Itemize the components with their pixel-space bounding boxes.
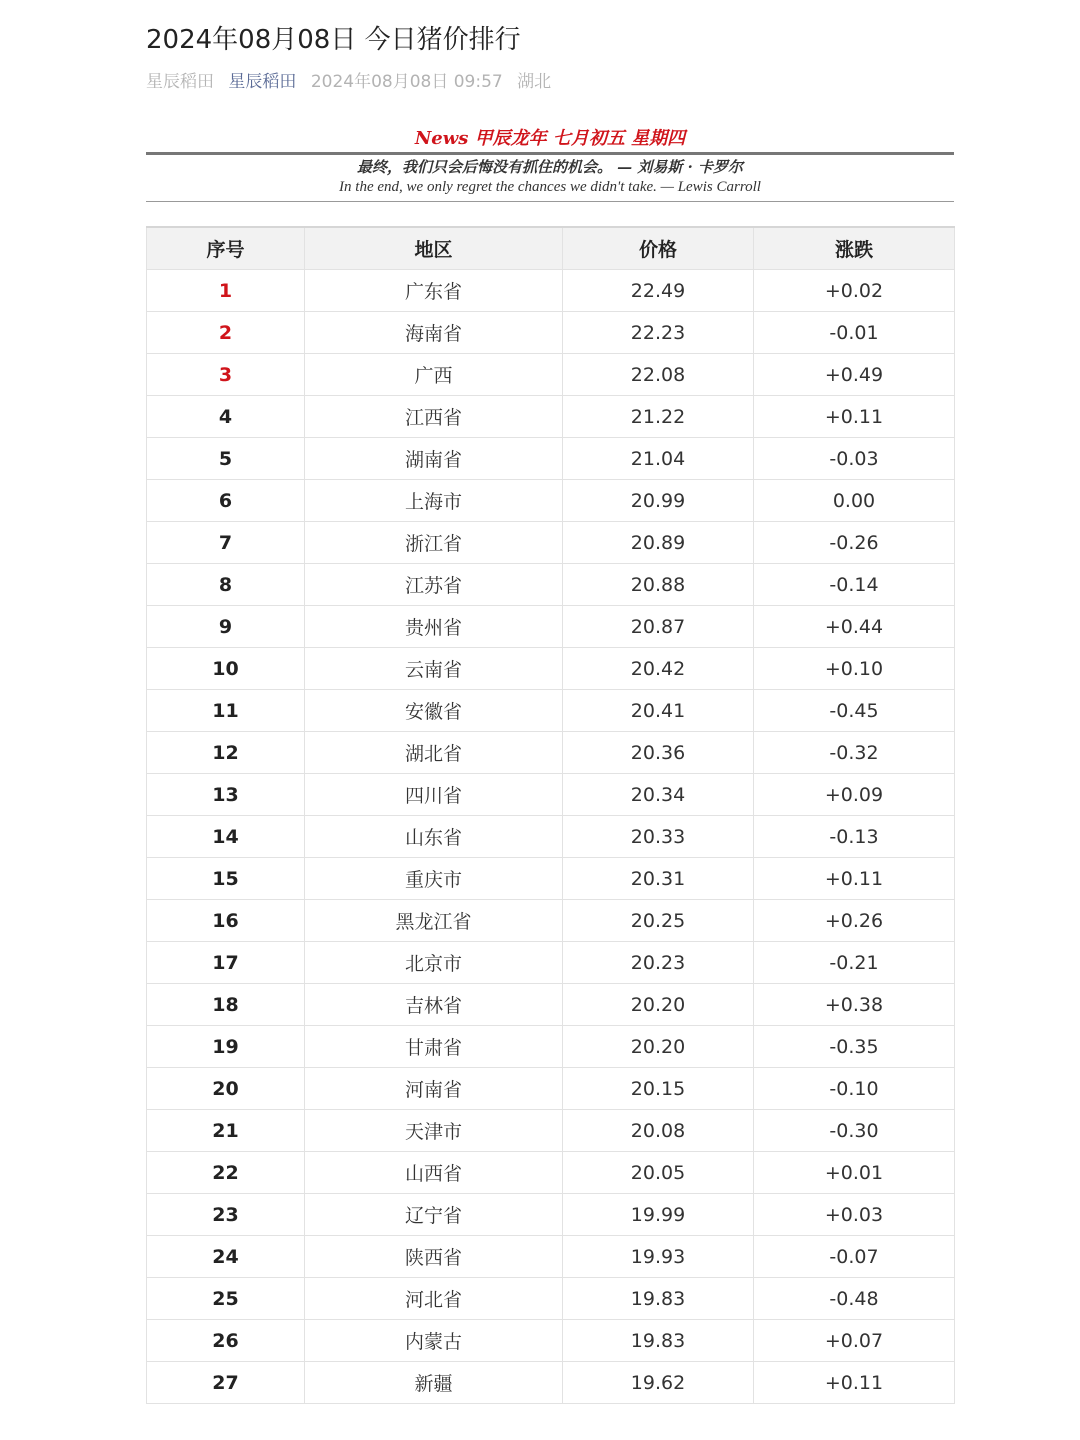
price-cell: 19.62 (563, 1362, 754, 1404)
rank-cell: 2 (147, 312, 305, 354)
region-cell: 重庆市 (305, 858, 563, 900)
table-row (147, 564, 955, 606)
region-cell: 新疆 (305, 1362, 563, 1404)
region-cell: 湖南省 (305, 438, 563, 480)
change-cell: -0.32 (754, 732, 955, 774)
news-banner (146, 128, 954, 202)
table-row (147, 690, 955, 732)
table-row (147, 1362, 955, 1404)
table-row (147, 1110, 955, 1152)
change-cell: +0.09 (754, 774, 955, 816)
region-cell: 山东省 (305, 816, 563, 858)
table-row (147, 1068, 955, 1110)
change-cell: +0.38 (754, 984, 955, 1026)
table-row (147, 984, 955, 1026)
meta-source: 星辰稻田 (146, 72, 214, 92)
change-cell: -0.21 (754, 942, 955, 984)
price-cell: 22.23 (563, 312, 754, 354)
change-cell: -0.13 (754, 816, 955, 858)
table-row (147, 1152, 955, 1194)
rank-cell: 11 (147, 690, 305, 732)
price-cell: 20.36 (563, 732, 754, 774)
news-date-line: News 甲辰龙年 七月初五 星期四 (414, 128, 686, 149)
rank-cell: 27 (147, 1362, 305, 1404)
rank-cell: 3 (147, 354, 305, 396)
rank-cell: 20 (147, 1068, 305, 1110)
change-cell: +0.10 (754, 648, 955, 690)
price-cell: 20.41 (563, 690, 754, 732)
region-cell: 广西 (305, 354, 563, 396)
rank-cell: 4 (147, 396, 305, 438)
rank-cell: 1 (147, 270, 305, 312)
price-cell: 20.08 (563, 1110, 754, 1152)
price-cell: 20.89 (563, 522, 754, 564)
article-meta (146, 70, 954, 94)
price-cell: 20.33 (563, 816, 754, 858)
rank-cell: 22 (147, 1152, 305, 1194)
rank-cell: 6 (147, 480, 305, 522)
quote-chinese: 最终，我们只会后悔没有抓住的机会。 — 刘易斯 · 卡罗尔 (356, 158, 744, 176)
price-cell: 20.23 (563, 942, 754, 984)
change-cell: -0.26 (754, 522, 955, 564)
header-price: 价格 (563, 227, 754, 270)
price-cell: 20.34 (563, 774, 754, 816)
table-row (147, 1320, 955, 1362)
rank-cell: 5 (147, 438, 305, 480)
rank-cell: 14 (147, 816, 305, 858)
price-cell: 19.99 (563, 1194, 754, 1236)
price-cell: 21.22 (563, 396, 754, 438)
change-cell: +0.11 (754, 396, 955, 438)
table-row (147, 858, 955, 900)
article-title: 2024年08月08日 今日猪价排行 (146, 25, 521, 55)
meta-datetime: 2024年08月08日 09:57 (310, 72, 503, 92)
change-cell: -0.07 (754, 1236, 955, 1278)
header-region: 地区 (305, 227, 563, 270)
change-cell: -0.01 (754, 312, 955, 354)
change-cell: +0.03 (754, 1194, 955, 1236)
rank-cell: 12 (147, 732, 305, 774)
region-cell: 甘肃省 (305, 1026, 563, 1068)
region-cell: 内蒙古 (305, 1320, 563, 1362)
table-row (147, 606, 955, 648)
header-rank: 序号 (147, 227, 305, 270)
rank-cell: 17 (147, 942, 305, 984)
price-cell: 22.49 (563, 270, 754, 312)
rank-cell: 23 (147, 1194, 305, 1236)
meta-author-link[interactable]: 星辰稻田 (228, 72, 297, 92)
region-cell: 吉林省 (305, 984, 563, 1026)
change-cell: +0.49 (754, 354, 955, 396)
change-cell: -0.48 (754, 1278, 955, 1320)
change-cell: -0.10 (754, 1068, 955, 1110)
rank-cell: 10 (147, 648, 305, 690)
rank-cell: 15 (147, 858, 305, 900)
price-cell: 20.20 (563, 984, 754, 1026)
table-row (147, 816, 955, 858)
rank-cell: 8 (147, 564, 305, 606)
region-cell: 四川省 (305, 774, 563, 816)
change-cell: -0.45 (754, 690, 955, 732)
region-cell: 浙江省 (305, 522, 563, 564)
rank-cell: 16 (147, 900, 305, 942)
price-cell: 19.93 (563, 1236, 754, 1278)
rank-cell: 19 (147, 1026, 305, 1068)
change-cell: +0.11 (754, 1362, 955, 1404)
table-row (147, 1026, 955, 1068)
table-row (147, 1278, 955, 1320)
price-cell: 20.25 (563, 900, 754, 942)
table-row (147, 900, 955, 942)
table-header-row (147, 227, 955, 270)
header-change: 涨跌 (754, 227, 955, 270)
region-cell: 广东省 (305, 270, 563, 312)
change-cell: +0.26 (754, 900, 955, 942)
price-cell: 20.99 (563, 480, 754, 522)
rank-cell: 9 (147, 606, 305, 648)
table-row (147, 312, 955, 354)
meta-location: 湖北 (517, 72, 552, 92)
region-cell: 北京市 (305, 942, 563, 984)
rank-cell: 21 (147, 1110, 305, 1152)
table-row (147, 354, 955, 396)
region-cell: 上海市 (305, 480, 563, 522)
price-cell: 20.20 (563, 1026, 754, 1068)
price-cell: 20.87 (563, 606, 754, 648)
change-cell: -0.30 (754, 1110, 955, 1152)
rank-cell: 24 (147, 1236, 305, 1278)
table-row (147, 648, 955, 690)
region-cell: 云南省 (305, 648, 563, 690)
region-cell: 辽宁省 (305, 1194, 563, 1236)
table-row (147, 522, 955, 564)
change-cell: +0.02 (754, 270, 955, 312)
rank-cell: 26 (147, 1320, 305, 1362)
price-cell: 19.83 (563, 1320, 754, 1362)
rank-cell: 7 (147, 522, 305, 564)
table-row (147, 942, 955, 984)
price-cell: 20.42 (563, 648, 754, 690)
change-cell: -0.35 (754, 1026, 955, 1068)
table-row (147, 732, 955, 774)
table-row (147, 774, 955, 816)
table-row (147, 1194, 955, 1236)
rank-cell: 18 (147, 984, 305, 1026)
table-row (147, 396, 955, 438)
region-cell: 江苏省 (305, 564, 563, 606)
price-cell: 20.31 (563, 858, 754, 900)
region-cell: 黑龙江省 (305, 900, 563, 942)
region-cell: 江西省 (305, 396, 563, 438)
change-cell: -0.14 (754, 564, 955, 606)
table-row (147, 480, 955, 522)
banner-divider-thick (146, 152, 954, 155)
region-cell: 湖北省 (305, 732, 563, 774)
table-row (147, 1236, 955, 1278)
banner-divider-thin (146, 201, 954, 202)
region-cell: 山西省 (305, 1152, 563, 1194)
region-cell: 天津市 (305, 1110, 563, 1152)
change-cell: +0.44 (754, 606, 955, 648)
change-cell: +0.11 (754, 858, 955, 900)
change-cell: 0.00 (754, 480, 955, 522)
price-cell: 22.08 (563, 354, 754, 396)
region-cell: 河北省 (305, 1278, 563, 1320)
change-cell: -0.03 (754, 438, 955, 480)
region-cell: 安徽省 (305, 690, 563, 732)
article (146, 0, 954, 1404)
price-cell: 20.15 (563, 1068, 754, 1110)
region-cell: 贵州省 (305, 606, 563, 648)
table-row (147, 438, 955, 480)
price-cell: 20.88 (563, 564, 754, 606)
region-cell: 陕西省 (305, 1236, 563, 1278)
rank-cell: 13 (147, 774, 305, 816)
pig-price-table (146, 226, 955, 1404)
price-cell: 20.05 (563, 1152, 754, 1194)
change-cell: +0.01 (754, 1152, 955, 1194)
change-cell: +0.07 (754, 1320, 955, 1362)
price-cell: 19.83 (563, 1278, 754, 1320)
region-cell: 海南省 (305, 312, 563, 354)
rank-cell: 25 (147, 1278, 305, 1320)
price-cell: 21.04 (563, 438, 754, 480)
quote-english: In the end, we only regret the chances we didn't take. — Lewis Carroll (339, 179, 761, 195)
table-row (147, 270, 955, 312)
region-cell: 河南省 (305, 1068, 563, 1110)
